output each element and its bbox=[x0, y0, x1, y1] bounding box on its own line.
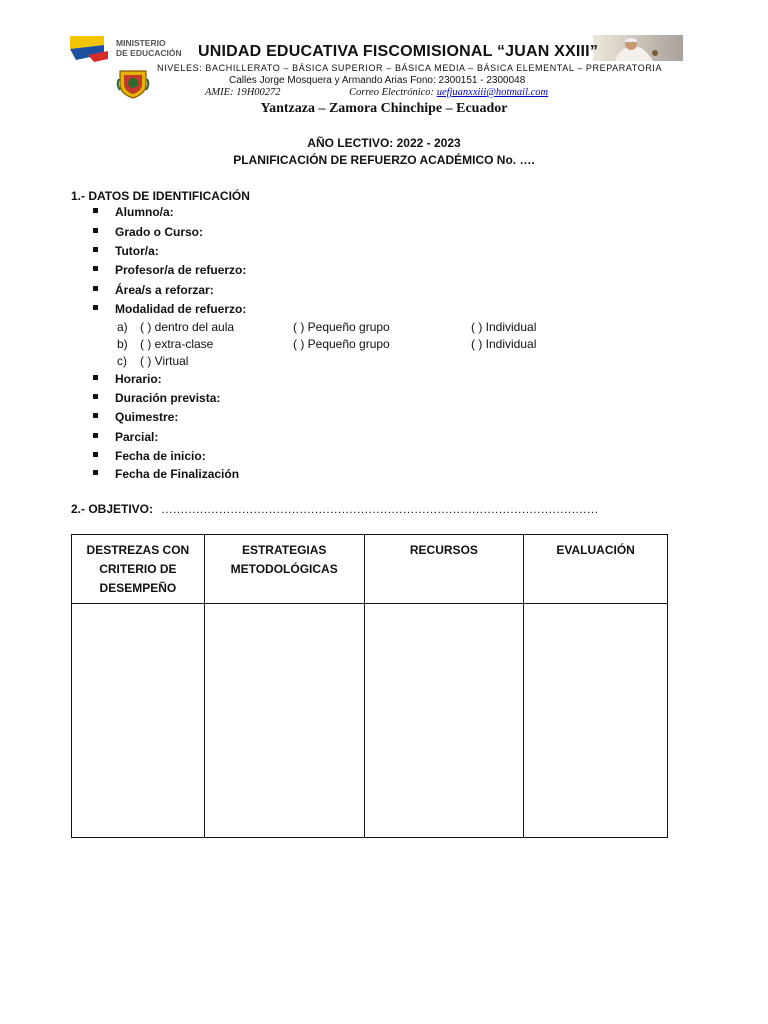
list-item: Horario: bbox=[93, 372, 162, 386]
list-item: Fecha de Finalización bbox=[93, 467, 239, 481]
list-item: Parcial: bbox=[93, 430, 158, 444]
header-destrezas: DESTREZAS CON CRITERIO DE DESEMPEÑO bbox=[72, 535, 205, 604]
school-name: UNIDAD EDUCATIVA FISCOMISIONAL “JUAN XXIII” bbox=[198, 43, 599, 60]
list-item: Alumno/a: bbox=[93, 205, 174, 219]
modality-option-in-class[interactable]: ( ) dentro del aula bbox=[140, 320, 235, 334]
document-title: PLANIFICACIÓN DE REFUERZO ACADÉMICO No. …. bbox=[233, 153, 535, 167]
amie-code: AMIE: 19H00272 bbox=[205, 87, 281, 98]
section1-title: 1.- DATOS DE IDENTIFICACIÓN bbox=[71, 189, 250, 203]
cell-estrategias[interactable] bbox=[204, 604, 364, 838]
list-item: Duración prevista: bbox=[93, 391, 220, 405]
ministry-logo bbox=[68, 33, 186, 63]
list-item: Fecha de inicio: bbox=[93, 449, 206, 463]
list-item: Grado o Curso: bbox=[93, 225, 203, 239]
list-item: Profesor/a de refuerzo: bbox=[93, 263, 246, 277]
list-item: Área/s a reforzar: bbox=[93, 283, 214, 297]
modality-letter-a: a) bbox=[117, 320, 128, 334]
modality-letter-c: c) bbox=[117, 354, 127, 368]
header-evaluacion: EVALUACIÓN bbox=[524, 535, 668, 604]
modality-option-virtual[interactable]: ( ) Virtual bbox=[140, 354, 189, 368]
objective-label: 2.- OBJETIVO: bbox=[71, 502, 154, 516]
email-line bbox=[349, 87, 548, 98]
academic-year: AÑO LECTIVO: 2022 - 2023 bbox=[307, 136, 461, 150]
objective-fill-line[interactable]: …………………………………………………………………………………………………… bbox=[161, 502, 599, 516]
ministry-logo-line2: DE EDUCACIÓN bbox=[116, 48, 182, 58]
cell-destrezas[interactable] bbox=[72, 604, 205, 838]
list-item: Quimestre: bbox=[93, 410, 178, 424]
header-estrategias: ESTRATEGIAS METODOLÓGICAS bbox=[204, 535, 364, 604]
table-row bbox=[72, 604, 668, 838]
modality-option-individual-b[interactable]: ( ) Individual bbox=[471, 337, 537, 351]
cell-recursos[interactable] bbox=[364, 604, 524, 838]
email-label: Correo Electrónico: bbox=[349, 87, 437, 98]
ministry-logo-line1: MINISTERIO bbox=[116, 38, 166, 48]
school-location: Yantzaza – Zamora Chinchipe – Ecuador bbox=[260, 101, 508, 116]
modality-option-small-group-b[interactable]: ( ) Pequeño grupo bbox=[293, 337, 390, 351]
school-address: Calles Jorge Mosquera y Armando Arias Fono: 2300151 - 2300048 bbox=[229, 75, 526, 86]
cell-evaluacion[interactable] bbox=[524, 604, 668, 838]
modality-letter-b: b) bbox=[117, 337, 128, 351]
objective-line bbox=[71, 502, 598, 516]
modality-option-small-group-a[interactable]: ( ) Pequeño grupo bbox=[293, 320, 390, 334]
modality-option-individual-a[interactable]: ( ) Individual bbox=[471, 320, 537, 334]
school-seal-icon bbox=[116, 66, 150, 100]
list-item: Modalidad de refuerzo: bbox=[93, 302, 246, 316]
header-recursos: RECURSOS bbox=[364, 535, 524, 604]
school-levels: NIVELES: BACHILLERATO – BÁSICA SUPERIOR – BÁSICA MEDIA – BÁSICA ELEMENTAL – PREPARATORIA bbox=[157, 63, 663, 73]
table-header-row bbox=[72, 535, 668, 604]
email-link[interactable]: uefjuanxxiii@hotmail.com bbox=[436, 87, 549, 98]
modality-option-extra-class[interactable]: ( ) extra-clase bbox=[140, 337, 214, 351]
pope-portrait-image bbox=[593, 35, 683, 61]
list-item: Tutor/a: bbox=[93, 244, 159, 258]
planning-table bbox=[71, 534, 668, 838]
